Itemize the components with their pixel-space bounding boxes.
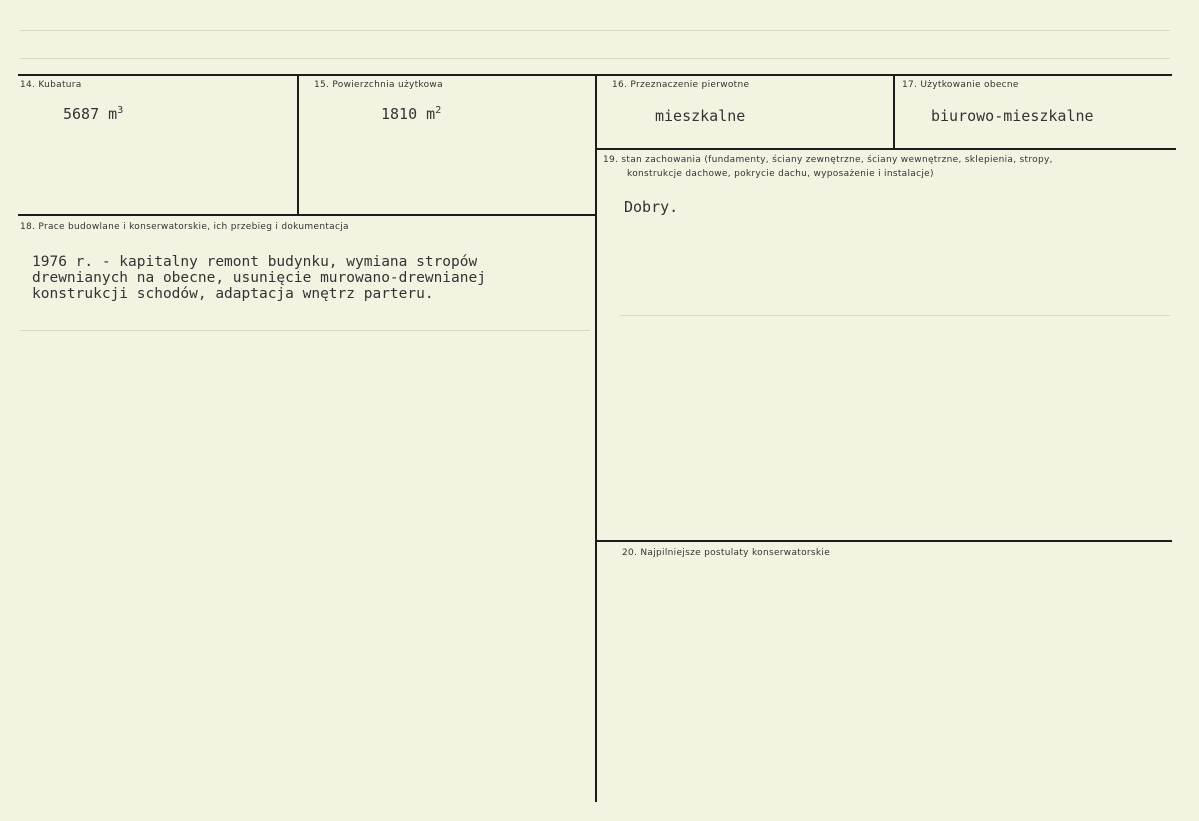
- field-20-label: 20. Najpilniejsze postulaty konserwatorskie: [622, 548, 831, 558]
- field-17-value: biurowo-mieszkalne: [931, 107, 1094, 125]
- field-17-label: 17. Użytkowanie obecne: [902, 80, 1019, 90]
- field-18-line: 1976 r. - kapitalny remont budynku, wymiana stropów: [32, 254, 478, 270]
- bleed-line: [20, 330, 590, 331]
- field-19-label-line2: konstrukcje dachowe, pokrycie dachu, wyposażenie i instalacje): [627, 169, 934, 179]
- divider-center: [595, 74, 597, 802]
- rule-under-16-17: [595, 148, 1176, 150]
- area-unit: m: [426, 105, 436, 123]
- divider-16-17: [893, 74, 895, 148]
- field-19-label-line1: 19. stan zachowania (fundamenty, ściany zewnętrzne, ściany wewnętrzne, sklepienia, stropy,: [603, 155, 1053, 165]
- field-18-line: konstrukcji schodów, adaptacja wnętrz parteru.: [32, 286, 434, 302]
- field-18-line: drewnianych na obecne, usunięcie murowano-drewnianej: [32, 270, 486, 286]
- rule-above-20: [595, 540, 1172, 542]
- field-16-label: 16. Przeznaczenie pierwotne: [612, 80, 750, 90]
- volume-unit: m: [108, 105, 118, 123]
- rule-under-14-15: [18, 214, 597, 216]
- divider-14-15: [297, 74, 299, 216]
- bleed-line: [20, 30, 1170, 31]
- area-number: 1810: [381, 105, 418, 123]
- field-14-value: [63, 105, 123, 123]
- field-18-label: 18. Prace budowlane i konserwatorskie, ich przebieg i dokumentacja: [20, 222, 349, 232]
- bleed-line: [20, 58, 1170, 59]
- field-16-value: mieszkalne: [655, 107, 746, 125]
- field-19-value: Dobry.: [624, 198, 679, 216]
- field-15-value: [381, 105, 441, 123]
- field-15-label: 15. Powierzchnia użytkowa: [314, 80, 443, 90]
- field-14-label: 14. Kubatura: [20, 80, 82, 90]
- volume-exponent: 3: [117, 105, 124, 116]
- bleed-line: [620, 315, 1170, 316]
- field-18-text: [32, 254, 486, 302]
- area-exponent: 2: [435, 105, 442, 116]
- volume-number: 5687: [63, 105, 100, 123]
